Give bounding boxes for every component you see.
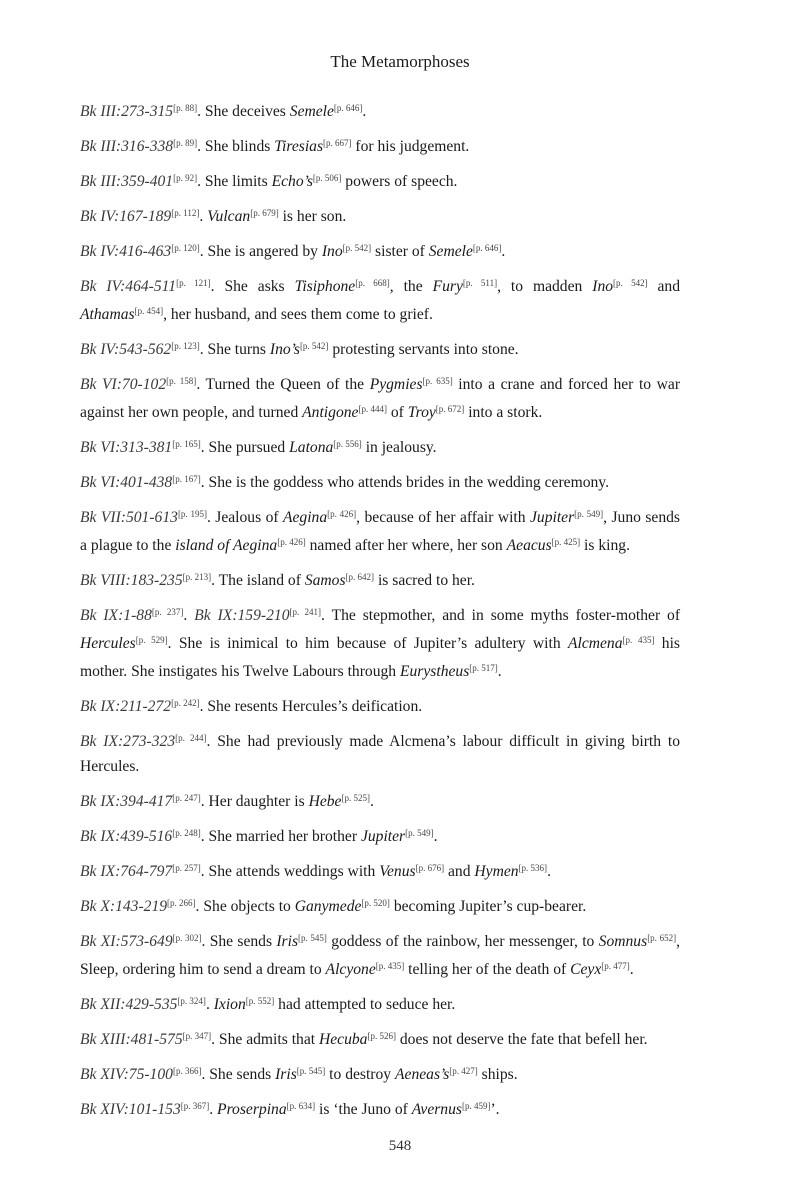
- book-line-reference[interactable]: Bk XIV:75-100: [80, 1066, 173, 1083]
- entry-text: ships.: [477, 1066, 518, 1083]
- page-reference[interactable]: [p. 347]: [182, 1031, 212, 1041]
- name-reference: Ino: [321, 243, 343, 260]
- page-reference[interactable]: [p. 506]: [312, 173, 342, 183]
- name-reference: Jupiter: [529, 509, 575, 526]
- page-reference[interactable]: [p. 525]: [341, 793, 370, 803]
- page-reference[interactable]: [p. 92]: [173, 173, 198, 183]
- book-line-reference[interactable]: Bk IV:543-562: [80, 341, 172, 358]
- entry-text: .: [199, 208, 208, 225]
- entry: [80, 96, 680, 124]
- entry-text: and: [647, 278, 681, 295]
- entry-text: . She had previously made Alcmena’s labour difficult in giving birth to Hercules.: [80, 733, 680, 775]
- name-reference: Semele: [428, 243, 473, 260]
- page-reference[interactable]: [p. 642]: [345, 572, 375, 582]
- page-reference[interactable]: [p. 195]: [177, 509, 207, 519]
- name-reference: Alcmena: [567, 635, 623, 652]
- entry-text: .: [183, 607, 195, 624]
- entry-text: . She asks: [210, 278, 295, 295]
- page-reference[interactable]: [p. 366]: [172, 1066, 202, 1076]
- entry: [80, 856, 680, 884]
- entry-text: . She blinds: [197, 138, 275, 155]
- entry-text: into a crane and forced her to war against her own people, and turned: [80, 376, 681, 421]
- book-line-reference[interactable]: Bk IX:764-797: [80, 863, 173, 880]
- page-number: 548: [388, 1138, 412, 1154]
- entry: [80, 1024, 680, 1052]
- entry-text: . She is the goddess who attends brides in the wedding ceremony.: [200, 474, 609, 491]
- name-reference: Samos: [304, 572, 346, 589]
- page-reference[interactable]: [p. 121]: [176, 278, 211, 288]
- entry: [80, 166, 680, 194]
- page-reference[interactable]: [p. 542]: [299, 341, 329, 351]
- entry-text: . Her daughter is: [200, 793, 309, 810]
- entry-text: ’.: [490, 1101, 500, 1118]
- entry-text: .: [497, 663, 502, 680]
- entry-text: .: [362, 103, 367, 120]
- entry-text: .: [205, 996, 214, 1013]
- entry-text: . She pursued: [200, 439, 290, 456]
- name-reference: Alcyone: [325, 961, 376, 978]
- entry: [80, 565, 680, 593]
- entry: [80, 369, 680, 425]
- book-line-reference[interactable]: Bk XI:573-649: [80, 933, 173, 950]
- name-reference: Tiresias: [274, 138, 324, 155]
- page-reference[interactable]: [p. 247]: [172, 793, 201, 803]
- entry-text: .: [209, 1101, 218, 1118]
- book-line-reference[interactable]: Bk VII:501-613: [80, 509, 178, 526]
- entry: [80, 891, 680, 919]
- book-line-reference[interactable]: Bk X:143-219: [80, 898, 168, 915]
- entry-text: is ‘the Juno of: [315, 1101, 412, 1118]
- name-reference: Ixion: [213, 996, 246, 1013]
- entry-list: [80, 96, 680, 1129]
- name-reference: Hercules: [80, 635, 136, 652]
- page-reference[interactable]: [p. 112]: [171, 208, 200, 218]
- entry-text: . She deceives: [197, 103, 290, 120]
- entry-text: , to madden: [497, 278, 593, 295]
- book-line-reference[interactable]: Bk XIII:481-575: [80, 1031, 183, 1048]
- entry-text: , Juno sends a plague to the: [80, 509, 681, 554]
- entry-text: , because of her affair with: [356, 509, 530, 526]
- name-reference: Hebe: [308, 793, 342, 810]
- book-line-reference[interactable]: Bk VI:313-381: [80, 439, 173, 456]
- name-reference: Aeneas’s: [395, 1066, 450, 1083]
- entry-text: powers of speech.: [341, 173, 458, 190]
- book-line-reference[interactable]: Bk IV:416-463: [80, 243, 172, 260]
- page-reference[interactable]: [p. 545]: [298, 933, 327, 943]
- name-reference: Hecuba: [318, 1031, 368, 1048]
- entry: [80, 926, 680, 982]
- page-reference[interactable]: [p. 667]: [323, 138, 352, 148]
- name-reference: Ino’s: [269, 341, 300, 358]
- page-reference[interactable]: [p. 635]: [422, 376, 453, 386]
- entry: [80, 334, 680, 362]
- page-reference[interactable]: [p. 367]: [180, 1101, 210, 1111]
- entry-text: . She admits that: [211, 1031, 319, 1048]
- entry: [80, 821, 680, 849]
- entry-text: . She objects to: [195, 898, 295, 915]
- page-reference[interactable]: [p. 123]: [171, 341, 200, 351]
- entry-text: . The island of: [211, 572, 305, 589]
- page-reference[interactable]: [p. 477]: [601, 961, 630, 971]
- book-line-reference[interactable]: Bk IV:167-189: [80, 208, 172, 225]
- page-reference[interactable]: [p. 520]: [361, 898, 390, 908]
- entry-text: named after her where, her son: [305, 537, 507, 554]
- entry-text: goddess of the rainbow, her messenger, to: [326, 933, 599, 950]
- entry-text: .: [369, 793, 374, 810]
- entry-text: is sacred to her.: [374, 572, 475, 589]
- entry-text: . She is angered by: [199, 243, 322, 260]
- page-reference[interactable]: [p. 556]: [333, 439, 362, 449]
- name-reference: Ganymede: [294, 898, 362, 915]
- entry: [80, 131, 680, 159]
- entry-text: . She sends: [201, 933, 277, 950]
- page-reference[interactable]: [p. 266]: [167, 898, 196, 908]
- entry: [80, 502, 680, 558]
- entry-text: . She attends weddings with: [200, 863, 380, 880]
- page-reference[interactable]: [p. 545]: [296, 1066, 326, 1076]
- page-reference[interactable]: [p. 89]: [173, 138, 198, 148]
- name-reference: Athamas: [80, 306, 135, 323]
- name-reference: Iris: [275, 1066, 297, 1083]
- name-reference: Aegina: [282, 509, 328, 526]
- entry-text: sister of: [371, 243, 429, 260]
- name-reference: Latona: [289, 439, 334, 456]
- name-reference: Semele: [289, 103, 334, 120]
- page-reference[interactable]: [p. 248]: [172, 828, 201, 838]
- name-reference: Ceyx: [570, 961, 602, 978]
- entry: [80, 236, 680, 264]
- page-reference[interactable]: [p. 679]: [250, 208, 279, 218]
- book-line-reference[interactable]: Bk IV:464-511: [80, 278, 177, 295]
- name-reference: Ino: [592, 278, 614, 295]
- name-reference: Iris: [276, 933, 299, 950]
- entry-text: . She sends: [201, 1066, 276, 1083]
- name-reference: Proserpina: [217, 1101, 287, 1118]
- name-reference: Jupiter: [360, 828, 406, 845]
- page-reference[interactable]: [p. 425]: [551, 537, 581, 547]
- entry-text: . Turned the Queen of the: [196, 376, 370, 393]
- entry-text: , the: [389, 278, 433, 295]
- page-reference[interactable]: [p. 302]: [172, 933, 202, 943]
- entry-text: for his judgement.: [351, 138, 470, 155]
- book-line-reference[interactable]: Bk IX:211-272: [80, 698, 172, 715]
- name-reference: Pygmies: [369, 376, 423, 393]
- page-reference[interactable]: [p. 526]: [367, 1031, 396, 1041]
- name-reference: Tisiphone: [294, 278, 356, 295]
- entry-text: . She turns: [199, 341, 270, 358]
- name-reference: Somnus: [598, 933, 648, 950]
- name-reference: Aeacus: [506, 537, 552, 554]
- page-reference[interactable]: [p. 646]: [333, 103, 363, 113]
- page-reference[interactable]: [p. 237]: [151, 607, 184, 617]
- book-line-reference[interactable]: Bk III:273-315: [80, 103, 174, 120]
- page-reference[interactable]: [p. 646]: [472, 243, 502, 253]
- name-reference: Troy: [407, 404, 436, 421]
- page-reference[interactable]: [p. 426]: [327, 509, 357, 519]
- page-reference[interactable]: [p. 634]: [286, 1101, 316, 1111]
- entry: [80, 432, 680, 460]
- page-reference[interactable]: [p. 158]: [166, 376, 197, 386]
- entry-text: . She resents Hercules’s deification.: [199, 698, 423, 715]
- entry-text: protesting servants into stone.: [328, 341, 519, 358]
- page-reference[interactable]: [p. 444]: [358, 404, 387, 414]
- page-reference[interactable]: [p. 426]: [277, 537, 306, 547]
- entry-text: , her husband, and sees them come to grief.: [163, 306, 433, 323]
- entry-text: of: [386, 404, 408, 421]
- entry-text: .: [629, 961, 634, 978]
- entry-text: does not deserve the fate that befell her.: [395, 1031, 648, 1048]
- entry-text: and: [444, 863, 475, 880]
- entry: [80, 201, 680, 229]
- page-header: The Metamorphoses: [330, 52, 470, 71]
- name-reference: Avernus: [411, 1101, 462, 1118]
- entry-text: into a stork.: [464, 404, 543, 421]
- book-line-reference[interactable]: Bk XIV:101-153: [80, 1101, 181, 1118]
- page-reference[interactable]: [p. 668]: [355, 278, 390, 288]
- page-reference[interactable]: [p. 549]: [574, 509, 604, 519]
- page-reference[interactable]: [p. 542]: [613, 278, 648, 288]
- page-reference[interactable]: [p. 244]: [175, 733, 207, 743]
- page-reference[interactable]: [p. 165]: [172, 439, 201, 449]
- entry: [80, 691, 680, 719]
- book-line-reference[interactable]: Bk IX:439-516: [80, 828, 173, 845]
- name-reference: Antigone: [302, 404, 359, 421]
- name-reference: Vulcan: [207, 208, 251, 225]
- page-reference[interactable]: [p. 676]: [415, 863, 445, 873]
- name-reference: Venus: [379, 863, 416, 880]
- page-reference[interactable]: [p. 511]: [462, 278, 498, 288]
- entry: [80, 989, 680, 1017]
- book-line-reference[interactable]: Bk IX:159-210: [194, 607, 290, 624]
- entry-text: , Sleep, ordering him to send a dream to: [80, 933, 680, 978]
- entry: [80, 1094, 680, 1122]
- page-reference[interactable]: [p. 542]: [342, 243, 372, 253]
- entry-text: . The stepmother, and in some myths foster-mother of: [321, 607, 681, 624]
- entry: [80, 726, 680, 779]
- page-reference[interactable]: [p. 459]: [461, 1101, 491, 1111]
- entry: [80, 271, 680, 327]
- entry-text: . She is inimical to him because of Jupiter’s adultery with: [167, 635, 568, 652]
- book-line-reference[interactable]: Bk IX:273-323: [80, 733, 176, 750]
- page-reference[interactable]: [p. 552]: [245, 996, 275, 1006]
- page-reference[interactable]: [p. 241]: [289, 607, 322, 617]
- page-reference[interactable]: [p. 427]: [449, 1066, 478, 1076]
- page-reference[interactable]: [p. 435]: [375, 961, 405, 971]
- entry-text: to destroy: [325, 1066, 395, 1083]
- page-reference[interactable]: [p. 88]: [173, 103, 198, 113]
- name-reference: Hymen: [474, 863, 519, 880]
- entry-text: .: [547, 863, 551, 880]
- entry-text: is her son.: [278, 208, 347, 225]
- page-reference[interactable]: [p. 672]: [435, 404, 465, 414]
- book-line-reference[interactable]: Bk XII:429-535: [80, 996, 178, 1013]
- page-reference[interactable]: [p. 454]: [134, 306, 164, 316]
- entry-text: in jealousy.: [361, 439, 437, 456]
- entry: [80, 600, 680, 684]
- book-line-reference[interactable]: Bk III:316-338: [80, 138, 174, 155]
- book-line-reference[interactable]: Bk IX:394-417: [80, 793, 173, 810]
- name-reference: island of Aegina: [175, 537, 278, 554]
- page-reference[interactable]: [p. 549]: [405, 828, 434, 838]
- book-line-reference[interactable]: Bk IX:1-88: [80, 607, 152, 624]
- name-reference: Echo’s: [271, 173, 313, 190]
- page-reference[interactable]: [p. 652]: [647, 933, 677, 943]
- page-reference[interactable]: [p. 529]: [135, 635, 168, 645]
- entry-text: becoming Jupiter’s cup-bearer.: [389, 898, 587, 915]
- entry-text: his mother. She instigates his Twelve Labours through: [80, 635, 680, 680]
- page-reference[interactable]: [p. 324]: [177, 996, 206, 1006]
- name-reference: Fury: [432, 278, 463, 295]
- page-reference[interactable]: [p. 257]: [172, 863, 201, 873]
- entry-text: is king.: [580, 537, 630, 554]
- entry: [80, 467, 680, 495]
- page-reference[interactable]: [p. 536]: [518, 863, 548, 873]
- page-reference[interactable]: [p. 213]: [182, 572, 212, 582]
- book-line-reference[interactable]: Bk VI:401-438: [80, 474, 173, 491]
- name-reference: Eurystheus: [399, 663, 470, 680]
- book-line-reference[interactable]: Bk III:359-401: [80, 173, 174, 190]
- entry-text: . Jealous of: [206, 509, 283, 526]
- page-reference[interactable]: [p. 167]: [172, 474, 201, 484]
- page-reference[interactable]: [p. 517]: [469, 663, 498, 673]
- entry-text: .: [501, 243, 506, 260]
- entry-text: telling her of the death of: [404, 961, 571, 978]
- entry-text: .: [433, 828, 438, 845]
- entry: [80, 1059, 680, 1087]
- entry-text: had attempted to seduce her.: [274, 996, 456, 1013]
- page-reference[interactable]: [p. 435]: [622, 635, 655, 645]
- page-reference[interactable]: [p. 120]: [171, 243, 200, 253]
- page-reference[interactable]: [p. 242]: [171, 698, 200, 708]
- entry: [80, 786, 680, 814]
- book-line-reference[interactable]: Bk VI:70-102: [80, 376, 167, 393]
- book-line-reference[interactable]: Bk VIII:183-235: [80, 572, 183, 589]
- entry-text: . She married her brother: [200, 828, 361, 845]
- entry-text: . She limits: [197, 173, 272, 190]
